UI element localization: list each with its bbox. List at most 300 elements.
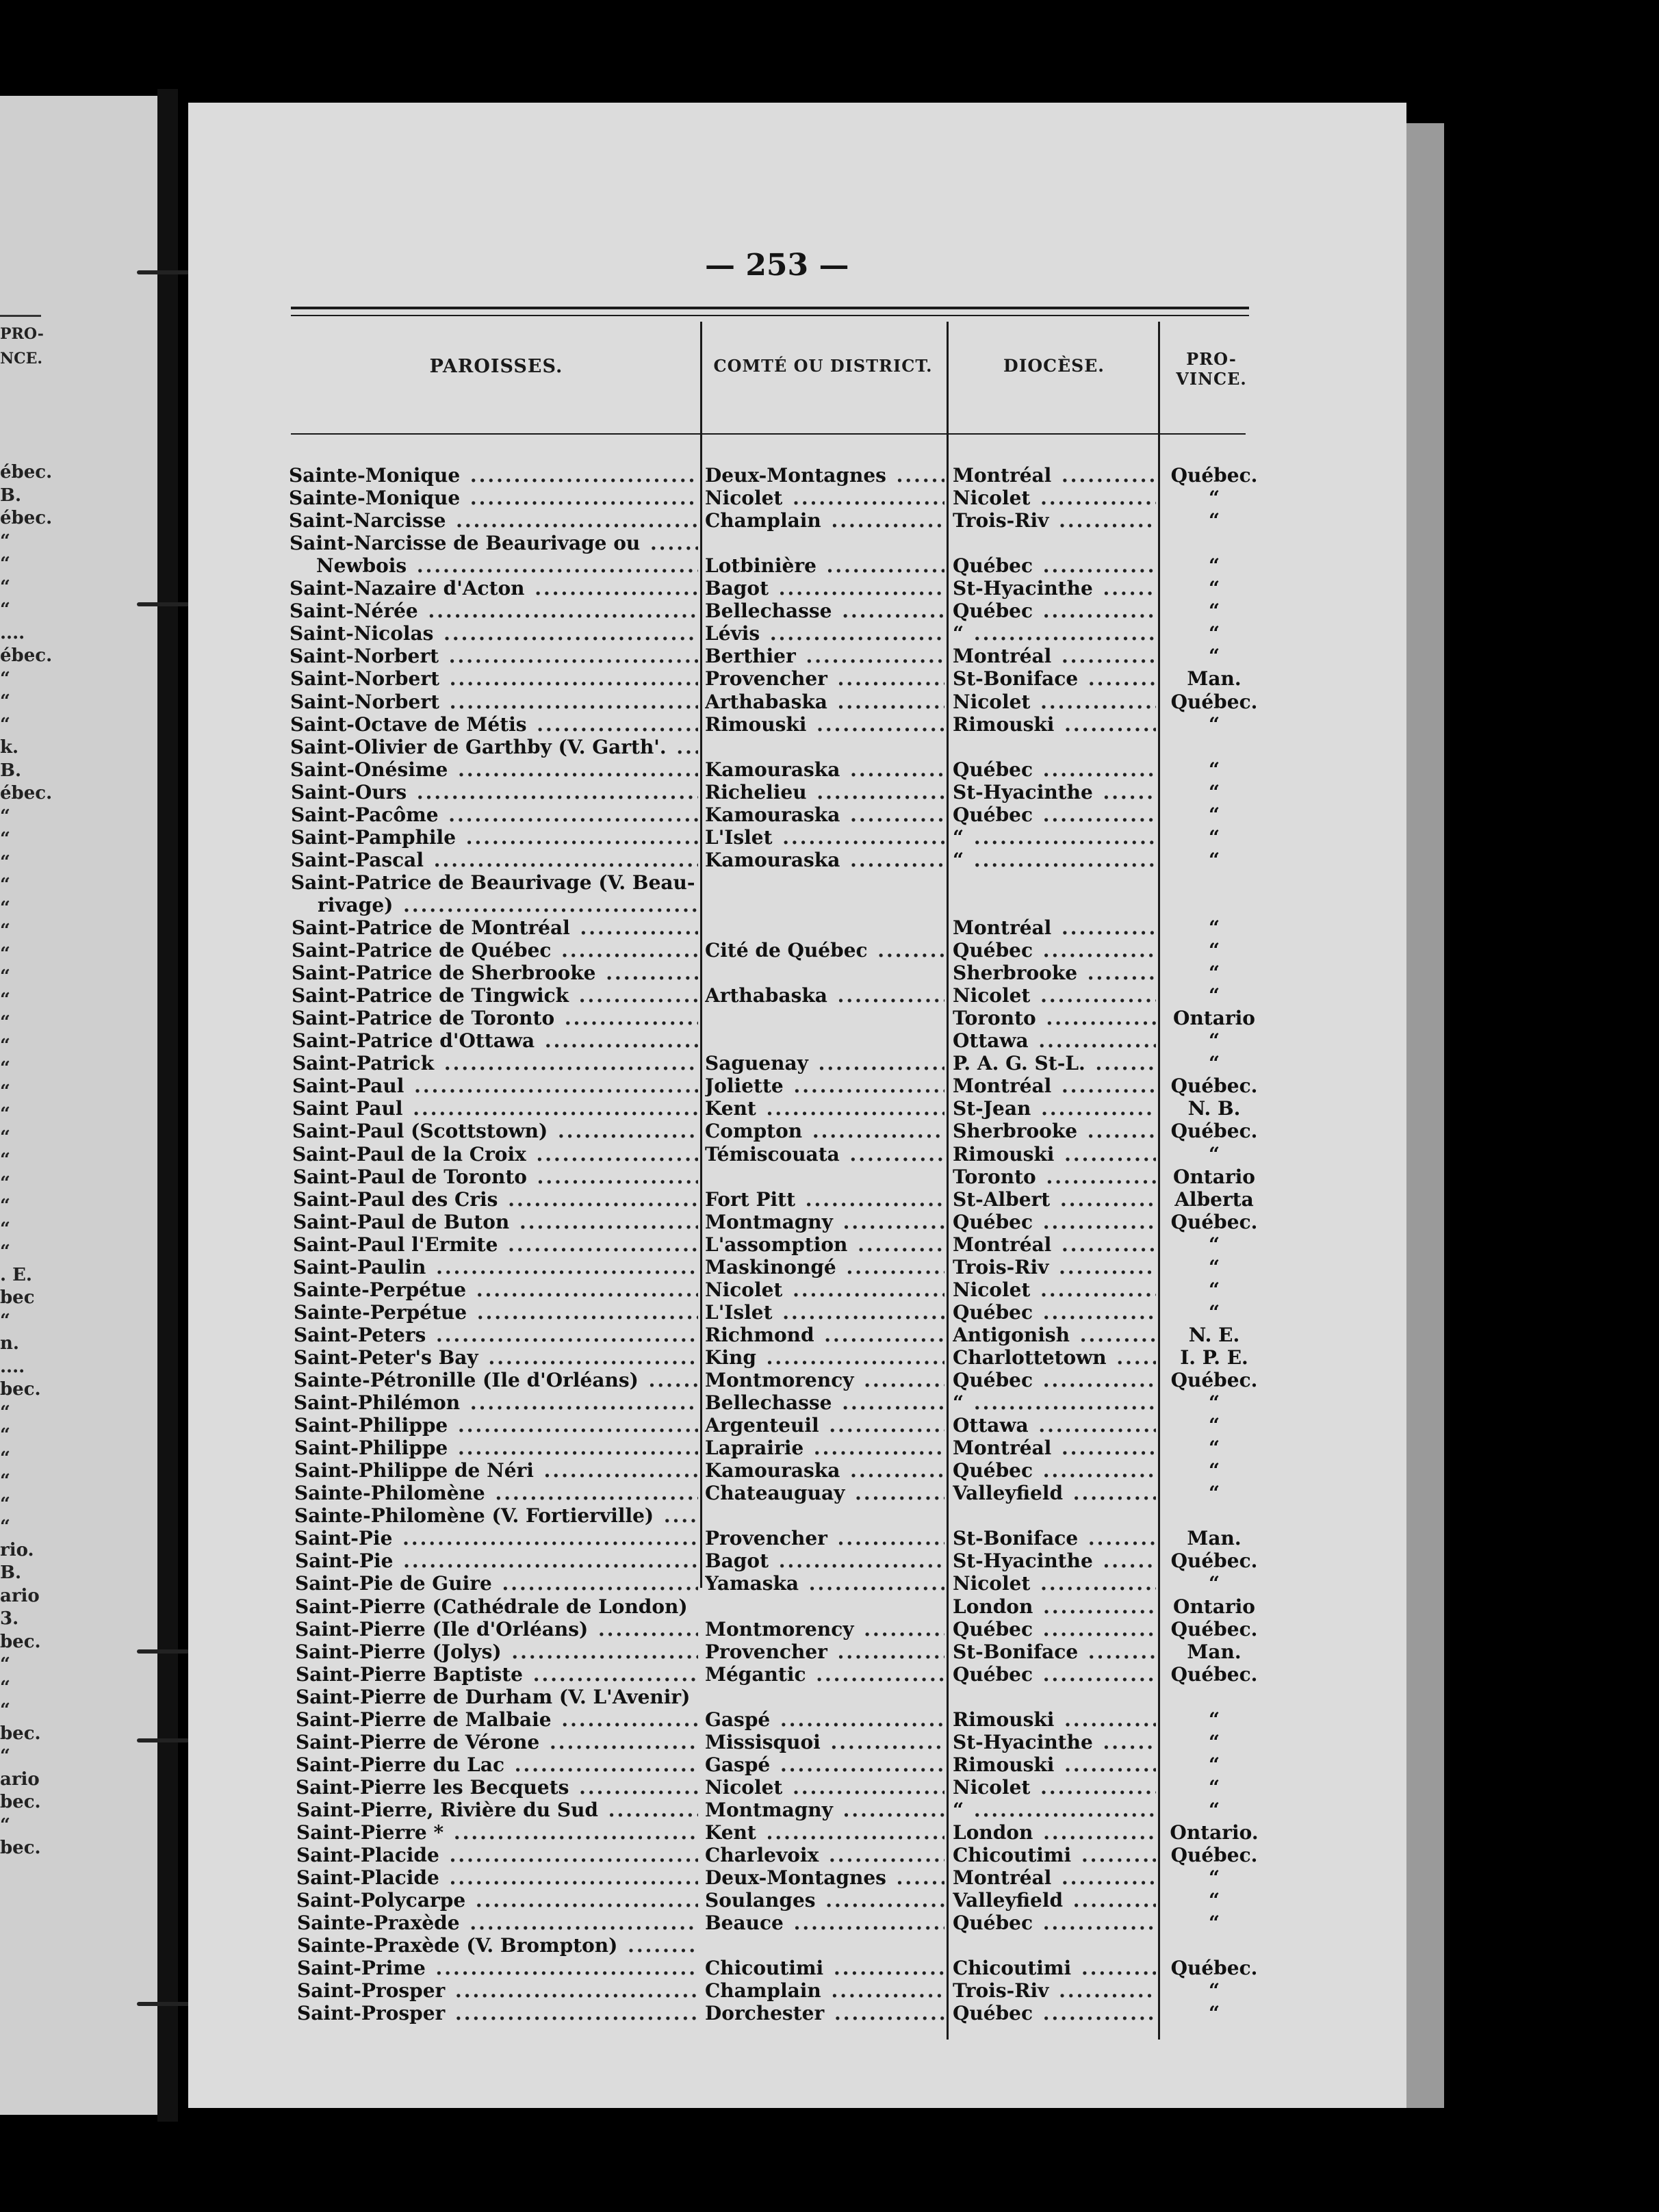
table-row [0, 1414, 1300, 1437]
province-name-cell [1163, 1934, 1266, 1957]
province-name: “ [1208, 1979, 1220, 2003]
province-name-cell [1163, 1799, 1266, 1821]
province-name: “ [1208, 1391, 1220, 1415]
county-name: Maskinongé [705, 1255, 836, 1278]
parish-name-cell [292, 1052, 698, 1075]
diocese-name-cell [953, 1572, 1156, 1595]
county-name-cell [705, 939, 944, 962]
county-name: Richmond [705, 1323, 814, 1346]
province-name-cell [1163, 803, 1266, 826]
diocese-name-cell [953, 1166, 1156, 1188]
header-paroisses: PAROISSES. [429, 356, 563, 377]
diocese-name-cell [953, 1934, 1156, 1957]
province-name-cell [1163, 1821, 1266, 1844]
parish-name: Saint-Paul des Cris [293, 1187, 498, 1211]
parish-name: Saint-Pierre (Cathédrale de London) [295, 1595, 688, 1618]
province-name: Québec. [1170, 464, 1258, 487]
table-row [0, 1979, 1300, 2002]
diocese-name: “ [953, 848, 964, 871]
province-name: “ [1208, 984, 1220, 1007]
page-number: — 253 — [705, 248, 849, 283]
county-name-cell [705, 1029, 944, 1052]
parish-name-cell [292, 939, 698, 962]
parish-name: Saint-Nicolas [290, 622, 434, 645]
province-name: “ [1208, 509, 1220, 532]
table-row [0, 1256, 1300, 1278]
parish-name-cell [294, 1391, 698, 1414]
county-name: Berthier [705, 645, 796, 668]
parish-name: Saint-Pierre, Rivière du Sud [296, 1798, 599, 1821]
county-name: Charlevoix [705, 1844, 819, 1867]
county-name: Richelieu [705, 780, 807, 803]
county-name-cell [705, 1866, 944, 1889]
table-row [0, 1482, 1300, 1504]
facing-page-fragment: ario [0, 1585, 40, 1606]
province-name [1214, 871, 1216, 894]
facing-page-fragment: “ [0, 1448, 10, 1469]
facing-page-fragment: “ [0, 714, 10, 735]
county-name: Beauce [705, 1912, 784, 1935]
parish-name: Saint-Nazaire d'Acton [290, 577, 525, 600]
facing-page-fragment: “ [0, 1058, 10, 1079]
county-name: Provencher [705, 667, 827, 691]
table-row [0, 1776, 1300, 1799]
province-name-cell [1163, 1889, 1266, 1912]
facing-page-fragment: B. [0, 760, 22, 781]
parish-name: Saint-Ours [291, 780, 407, 803]
facing-page-fragment: 3. [0, 1608, 19, 1629]
diocese-name-cell [953, 713, 1156, 736]
table-row [0, 871, 1300, 894]
diocese-name-cell [953, 962, 1156, 984]
province-name-cell [1163, 1459, 1266, 1482]
table-row [0, 509, 1300, 532]
facing-page-rule [0, 315, 41, 317]
province-name-cell [1163, 781, 1266, 803]
county-name-cell [705, 962, 944, 984]
facing-page-fragment: ébec. [0, 462, 53, 483]
province-name: “ [1208, 2002, 1220, 2025]
province-name-cell [1163, 1029, 1266, 1052]
diocese-name-cell [953, 509, 1156, 532]
parish-name: Saint-Pierre du Lac [296, 1753, 505, 1776]
parish-name: Saint-Narcisse [289, 509, 446, 532]
county-name: Kent [705, 1821, 756, 1844]
table-row [0, 577, 1300, 600]
parish-name: Saint-Philippe de Néri [294, 1459, 534, 1482]
parish-name-cell [294, 1459, 698, 1482]
parish-name: Saint-Pamphile [291, 825, 456, 849]
parish-name: Saint-Paul [292, 1075, 404, 1098]
parish-name: Saint-Paul de la Croix [292, 1142, 526, 1166]
parish-name-cell [290, 713, 698, 736]
diocese-name-cell [953, 1753, 1156, 1776]
facing-page-fragment: “ [0, 1218, 10, 1239]
province-name: Québec. [1170, 1369, 1258, 1391]
province-name: “ [1208, 1730, 1220, 1753]
table-row [0, 1007, 1300, 1029]
province-name: Ontario. [1170, 1821, 1259, 1844]
diocese-name-cell [953, 1731, 1156, 1753]
facing-page-fragment: bec. [0, 1792, 41, 1812]
parish-name-cell [296, 1799, 698, 1821]
table-row [0, 1708, 1300, 1731]
facing-page-fragment: “ [0, 806, 10, 827]
parish-name: Saint-Patrice de Beaurivage (V. Beau- [291, 871, 695, 894]
diocese-name-cell [953, 1301, 1156, 1324]
county-name-cell [705, 1211, 944, 1233]
diocese-name-cell [953, 803, 1156, 826]
diocese-name-cell [953, 984, 1156, 1007]
table-row [0, 781, 1300, 803]
province-name: “ [1208, 1437, 1220, 1460]
diocese-name [953, 1934, 954, 1957]
facing-page-fragment: “ [0, 875, 10, 895]
province-name: “ [1208, 1572, 1220, 1595]
province-name-cell [1163, 577, 1266, 600]
province-name: “ [1208, 554, 1220, 578]
diocese-name-cell [953, 1459, 1156, 1482]
parish-name: Sainte-Praxède [297, 1912, 460, 1935]
diocese-name [953, 736, 954, 758]
parish-name: Saint-Patrice de Tingwick [292, 984, 569, 1007]
facing-page-fragment: “ [0, 600, 10, 620]
parish-name-cell [294, 1346, 698, 1369]
county-name: Kent [705, 1097, 756, 1120]
table-row [0, 1052, 1300, 1075]
county-name: Provencher [705, 1640, 827, 1663]
county-name: Lotbinière [705, 554, 816, 578]
diocese-name: Trois-Riv [953, 1979, 1049, 2003]
county-name-cell [705, 1708, 944, 1731]
province-name: “ [1208, 645, 1220, 668]
province-name-cell [1163, 1324, 1266, 1346]
province-name [1214, 894, 1216, 916]
province-name [1214, 1504, 1216, 1527]
county-name: Nicolet [705, 487, 783, 510]
parish-name: Saint-Prosper [297, 2002, 446, 2025]
parish-name-cell [290, 736, 698, 758]
county-name [705, 1007, 706, 1029]
province-name: “ [1208, 916, 1220, 939]
province-name: Québec. [1170, 1957, 1258, 1980]
diocese-name: Nicolet [953, 1278, 1031, 1301]
parish-name-cell [296, 1753, 698, 1776]
diocese-name: Charlottetown [953, 1346, 1107, 1369]
province-name-cell [1163, 1663, 1266, 1686]
county-name-cell [705, 532, 944, 554]
county-name: L'assomption [705, 1233, 848, 1256]
diocese-name: Antigonish [953, 1323, 1070, 1346]
county-name: Champlain [705, 509, 821, 532]
province-name: “ [1208, 848, 1220, 871]
county-name: Laprairie [705, 1437, 804, 1460]
province-name: “ [1208, 577, 1220, 600]
county-name: Deux-Montagnes [705, 464, 886, 487]
parish-name-cell [290, 645, 698, 667]
county-name: Arthabaska [705, 690, 827, 713]
diocese-name-cell [953, 554, 1156, 577]
parish-name-cell [296, 1663, 698, 1686]
facing-page-fragment: “ [0, 1150, 10, 1170]
county-name [705, 894, 706, 916]
parish-name: Saint-Pierre * [296, 1821, 444, 1844]
parish-name-cell [296, 1686, 698, 1708]
header-top-rule [291, 307, 1249, 309]
province-name: Ontario [1173, 1165, 1255, 1188]
parish-name: Saint-Placide [296, 1844, 439, 1867]
parish-name: Sainte-Philomène (V. Fortierville) [294, 1504, 654, 1528]
province-name-cell [1163, 1188, 1266, 1211]
county-name [705, 532, 706, 554]
diocese-name-cell [953, 736, 1156, 758]
parish-name: Saint-Patrick [292, 1052, 435, 1075]
facing-page-fragment: rio. [0, 1539, 34, 1560]
diocese-name: London [953, 1595, 1033, 1618]
parish-name-cell [297, 2002, 698, 2024]
province-name-cell [1163, 1549, 1266, 1572]
province-name: N. E. [1188, 1323, 1240, 1346]
county-name: Yamaska [705, 1572, 799, 1595]
county-name: Chateauguay [705, 1482, 845, 1505]
county-name-cell [705, 1844, 944, 1866]
county-name: Missisquoi [705, 1730, 821, 1753]
diocese-name: St-Boniface [953, 1640, 1079, 1663]
province-name-cell [1163, 1979, 1266, 2002]
parish-name-cell [295, 1618, 698, 1641]
facing-page-fragment: “ [0, 943, 10, 964]
facing-page-fragment: “ [0, 897, 10, 918]
province-name: “ [1208, 1889, 1220, 1912]
diocese-name-cell [953, 464, 1156, 487]
diocese-name: Ottawa [953, 1414, 1029, 1437]
parish-name-cell [291, 849, 698, 871]
province-name: “ [1208, 712, 1220, 736]
parish-name: Saint-Philippe [294, 1437, 448, 1460]
diocese-name-cell [953, 894, 1156, 916]
province-name [1214, 532, 1216, 554]
parish-name: Saint-Norbert [290, 667, 440, 691]
parish-name-cell [292, 1143, 698, 1166]
diocese-name-cell [953, 1233, 1156, 1256]
diocese-name: Montréal [953, 1075, 1052, 1098]
parish-name: Saint-Norbert [290, 645, 439, 668]
parish-name-cell [294, 1301, 698, 1324]
parish-name-cell [295, 1595, 698, 1618]
table-row [0, 1934, 1300, 1957]
table-row [0, 554, 1300, 577]
header-province [1163, 349, 1259, 389]
parish-name-cell [293, 1233, 698, 1256]
county-name: Bagot [705, 577, 769, 600]
table-row [0, 894, 1300, 916]
table-row [0, 826, 1300, 849]
county-name: Joliette [705, 1075, 784, 1098]
facing-page-fragment: “ [0, 1814, 10, 1836]
facing-page-fragment: k. [0, 737, 19, 758]
province-name: “ [1208, 622, 1220, 645]
county-name [705, 1595, 706, 1618]
facing-page-fragment: B. [0, 485, 22, 506]
province-name-cell [1163, 1166, 1266, 1188]
county-name-cell [705, 554, 944, 577]
county-name: Mégantic [705, 1662, 806, 1686]
diocese-name: Chicoutimi [953, 1844, 1072, 1867]
county-name-cell [705, 1437, 944, 1459]
province-name: “ [1208, 1414, 1220, 1437]
facing-page-fragment: bec. [0, 1723, 41, 1744]
parish-name-cell [297, 1957, 698, 1979]
province-name-cell [1163, 1346, 1266, 1369]
table-row [0, 1572, 1300, 1595]
county-name-cell [705, 1572, 944, 1595]
province-name-cell [1163, 849, 1266, 871]
table-row [0, 1029, 1300, 1052]
parish-name: Sainte-Monique [289, 464, 461, 487]
parish-name: Saint-Olivier de Garthby (V. Garth'. [290, 735, 667, 758]
county-name-cell [705, 600, 944, 622]
diocese-name: St-Jean [953, 1097, 1031, 1120]
facing-page-fragment: “ [0, 1127, 10, 1148]
diocese-name: Montréal [953, 645, 1052, 668]
province-name: “ [1208, 1753, 1220, 1776]
county-name: Nicolet [705, 1775, 783, 1799]
province-name: “ [1208, 1708, 1220, 1731]
county-name-cell [705, 622, 944, 645]
county-name-cell [705, 1143, 944, 1166]
table-row [0, 487, 1300, 509]
table-row [0, 1618, 1300, 1641]
diocese-name-cell [953, 1549, 1156, 1572]
diocese-name: Québec [953, 803, 1033, 826]
diocese-name-cell [953, 1391, 1156, 1414]
county-name: Kamouraska [705, 758, 840, 781]
diocese-name: Trois-Riv [953, 1255, 1049, 1278]
diocese-name: “ [953, 1391, 964, 1415]
diocese-name: Québec [953, 1300, 1033, 1324]
diocese-name: Nicolet [953, 1775, 1031, 1799]
province-name-cell [1163, 894, 1266, 916]
parish-name: Sainte-Praxède (V. Brompton) [297, 1934, 618, 1957]
province-name: “ [1208, 962, 1220, 985]
table-row [0, 1844, 1300, 1866]
parish-name: Saint-Octave de Métis [290, 712, 527, 736]
facing-page-fragment: bec. [0, 1631, 41, 1652]
parish-name: Saint-Narcisse de Beaurivage ou [290, 532, 641, 555]
parish-name: Saint-Pie de Guire [295, 1572, 492, 1595]
table-row [0, 667, 1300, 690]
diocese-name-cell [953, 1844, 1156, 1866]
diocese-name: St-Hyacinthe [953, 1549, 1093, 1573]
county-name-cell [705, 1233, 944, 1256]
diocese-name-cell [953, 1029, 1156, 1052]
facing-page-fragment: bec [0, 1287, 35, 1308]
county-name-cell [705, 1301, 944, 1324]
parish-name-cell [290, 622, 698, 645]
parish-name-cell [293, 1211, 698, 1233]
province-name-cell [1163, 1097, 1266, 1120]
diocese-name-cell [953, 1686, 1156, 1708]
table-row [0, 645, 1300, 667]
facing-page-fragment: “ [0, 1012, 10, 1033]
county-name-cell [705, 1324, 944, 1346]
parish-name-cell [294, 1527, 698, 1549]
parish-name-cell [290, 600, 698, 622]
county-name-cell [705, 487, 944, 509]
diocese-name: Ottawa [953, 1029, 1029, 1053]
parish-name-cell [293, 1278, 698, 1301]
diocese-name: St-Hyacinthe [953, 780, 1093, 803]
table-row [0, 1549, 1300, 1572]
table-row [0, 1866, 1300, 1889]
county-name: Témiscouata [705, 1142, 840, 1166]
county-name [705, 871, 706, 894]
parish-name: Saint-Patrice de Montréal [292, 916, 570, 939]
county-name: Arthabaska [705, 984, 827, 1007]
diocese-name: St-Hyacinthe [953, 1730, 1093, 1753]
county-name-cell [705, 1052, 944, 1075]
diocese-name-cell [953, 1979, 1156, 2002]
parish-name-cell [290, 758, 698, 781]
county-name: Compton [705, 1120, 803, 1143]
parish-name-cell [296, 1866, 698, 1889]
county-name-cell [705, 713, 944, 736]
county-name-cell [705, 1007, 944, 1029]
parish-name-cell [294, 1437, 698, 1459]
parish-name-cell [295, 1549, 698, 1572]
diocese-name-cell [953, 1821, 1156, 1844]
province-name-cell [1163, 1414, 1266, 1437]
county-name: Saguenay [705, 1052, 808, 1075]
table-row [0, 803, 1300, 826]
county-name: Kamouraska [705, 848, 840, 871]
county-name-cell [705, 1549, 944, 1572]
county-name [705, 962, 706, 984]
county-name-cell [705, 1618, 944, 1641]
table-row [0, 2002, 1300, 2024]
parish-name-cell [294, 1324, 698, 1346]
facing-page-fragment: “ [0, 966, 10, 987]
diocese-name-cell [953, 1595, 1156, 1618]
county-name-cell [705, 667, 944, 690]
parish-name-cell [290, 577, 698, 600]
county-name-cell [705, 1641, 944, 1663]
parish-name-cell [294, 1504, 698, 1527]
province-name-cell [1163, 1527, 1266, 1549]
county-name-cell [705, 1120, 944, 1142]
header-comte: COMTÉ OU DISTRICT. [713, 356, 933, 376]
facing-page-fragment: “ [0, 1700, 10, 1721]
province-name-cell [1163, 1007, 1266, 1029]
county-name-cell [705, 916, 944, 939]
province-name-cell [1163, 1369, 1266, 1391]
parish-name: Saint Paul [292, 1097, 403, 1120]
table-row [0, 1889, 1300, 1912]
parish-name-cell [291, 826, 698, 849]
diocese-name: Québec [953, 600, 1033, 623]
parish-name: rivage) [291, 893, 394, 916]
county-name-cell [705, 577, 944, 600]
county-name: Montmorency [705, 1369, 854, 1391]
facing-page-fragment: bec. [0, 1838, 41, 1858]
facing-page-fragment: ébec. [0, 508, 53, 528]
county-name: Lévis [705, 622, 760, 645]
diocese-name: Nicolet [953, 1572, 1031, 1595]
county-name-cell [705, 1889, 944, 1912]
table-row [0, 1504, 1300, 1527]
diocese-name: Rimouski [953, 712, 1055, 736]
diocese-name [953, 871, 954, 894]
